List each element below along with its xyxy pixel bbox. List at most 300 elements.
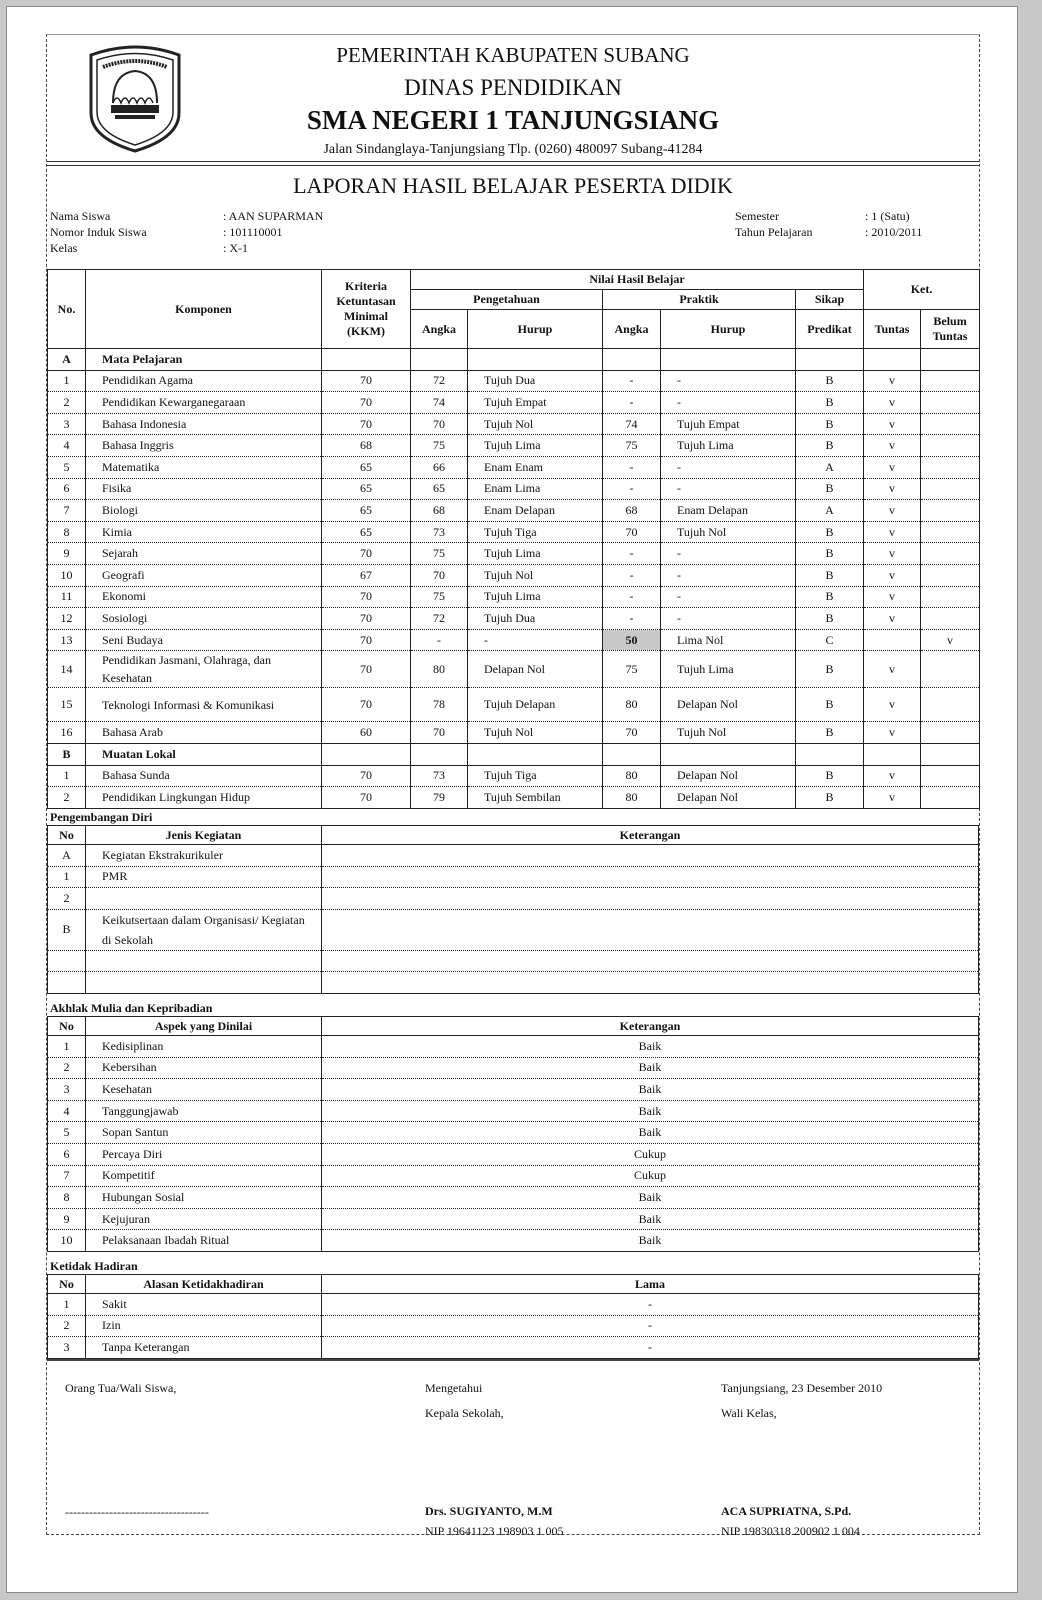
row-no: A xyxy=(48,845,86,867)
empty-cell xyxy=(468,743,603,765)
practice-score: 70 xyxy=(603,521,661,543)
table-row xyxy=(48,456,980,478)
knowledge-score: 74 xyxy=(411,392,468,414)
complete-mark: v xyxy=(864,521,921,543)
knowledge-score: 73 xyxy=(411,765,468,787)
practice-score: - xyxy=(603,392,661,414)
practice-words: - xyxy=(661,586,796,608)
col-lama: Lama xyxy=(322,1275,979,1294)
knowledge-score: 75 xyxy=(411,543,468,565)
item-label: Sakit xyxy=(86,1294,322,1316)
kkm: 70 xyxy=(322,392,411,414)
col-ket: Ket. xyxy=(864,270,980,310)
table-row xyxy=(48,370,980,392)
col-komponen: Komponen xyxy=(86,270,322,349)
incomplete-mark xyxy=(921,456,980,478)
kehadiran-title: Ketidak Hadiran xyxy=(50,1259,138,1273)
kkm: 70 xyxy=(322,608,411,630)
knowledge-score: 78 xyxy=(411,688,468,722)
list-item xyxy=(48,845,979,867)
item-value xyxy=(322,972,979,994)
head-nip: NIP 19641123 198903 1 005 xyxy=(425,1524,564,1538)
item-label: Hubungan Sosial xyxy=(86,1187,322,1209)
subject: Bahasa Inggris xyxy=(86,435,322,457)
col-p-angka: Angka xyxy=(411,310,468,349)
government-name: PEMERINTAH KABUPATEN SUBANG xyxy=(336,43,690,67)
kkm: 70 xyxy=(322,688,411,722)
kkm: 70 xyxy=(322,629,411,651)
practice-words: - xyxy=(661,370,796,392)
practice-score: - xyxy=(603,456,661,478)
col-praktik: Praktik xyxy=(603,290,796,310)
head-name: Drs. SUGIYANTO, M.M xyxy=(425,1504,553,1518)
subject: Biologi xyxy=(86,500,322,522)
col-no: No xyxy=(48,1017,86,1036)
practice-score: 50 xyxy=(603,629,661,651)
incomplete-mark xyxy=(921,370,980,392)
item-label xyxy=(86,950,322,972)
list-item xyxy=(48,1100,979,1122)
col-p-hurup: Hurup xyxy=(468,310,603,349)
incomplete-mark xyxy=(921,435,980,457)
attitude-grade: B xyxy=(796,586,864,608)
subject: Ekonomi xyxy=(86,586,322,608)
practice-score: - xyxy=(603,543,661,565)
table-row xyxy=(48,564,980,586)
practice-score: - xyxy=(603,608,661,630)
col-keterangan: Keterangan xyxy=(322,826,979,845)
item-value: - xyxy=(322,1315,979,1337)
attitude-grade: B xyxy=(796,787,864,809)
table-row xyxy=(48,722,980,744)
knowledge-words: Tujuh Dua xyxy=(468,608,603,630)
list-item xyxy=(48,1187,979,1209)
kkm: 70 xyxy=(322,765,411,787)
practice-score: 75 xyxy=(603,651,661,688)
kkm: 67 xyxy=(322,564,411,586)
item-label: Tanggungjawab xyxy=(86,1100,322,1122)
list-item xyxy=(48,1294,979,1316)
place-date: Tanjungsiang, 23 Desember 2010 xyxy=(721,1381,883,1395)
item-label: Kebersihan xyxy=(86,1057,322,1079)
practice-words: - xyxy=(661,478,796,500)
parent-signature-line: ------------------------------------ xyxy=(65,1505,209,1519)
knowledge-score: 68 xyxy=(411,500,468,522)
table-row xyxy=(48,608,980,630)
col-alasan: Alasan Ketidakhadiran xyxy=(86,1275,322,1294)
header-divider xyxy=(47,161,979,166)
incomplete-mark xyxy=(921,478,980,500)
incomplete-mark xyxy=(921,722,980,744)
complete-mark: v xyxy=(864,478,921,500)
school-name: SMA NEGERI 1 TANJUNGSIANG xyxy=(306,105,720,135)
parent-title: Orang Tua/Wali Siswa, xyxy=(65,1381,177,1395)
kkm: 70 xyxy=(322,543,411,565)
complete-mark: v xyxy=(864,543,921,565)
item-value: Baik xyxy=(322,1230,979,1252)
list-item xyxy=(48,909,979,950)
knowledge-score: 72 xyxy=(411,370,468,392)
attitude-grade: B xyxy=(796,543,864,565)
row-no: 8 xyxy=(48,521,86,543)
item-label: Izin xyxy=(86,1315,322,1337)
attitude-grade: B xyxy=(796,478,864,500)
practice-words: - xyxy=(661,392,796,414)
subject: Bahasa Indonesia xyxy=(86,413,322,435)
incomplete-mark xyxy=(921,651,980,688)
subject: Sosiologi xyxy=(86,608,322,630)
practice-score: 80 xyxy=(603,787,661,809)
teacher-name: ACA SUPRIATNA, S.Pd. xyxy=(721,1504,852,1518)
student-nis: : 101110001 xyxy=(223,225,283,239)
item-label: Sopan Santun xyxy=(86,1122,322,1144)
kkm: 70 xyxy=(322,651,411,688)
practice-score: 74 xyxy=(603,413,661,435)
knowledge-score: 70 xyxy=(411,564,468,586)
item-value: - xyxy=(322,1294,979,1316)
report-title: LAPORAN HASIL BELAJAR PESERTA DIDIK xyxy=(293,173,733,198)
knowledge-score: 70 xyxy=(411,722,468,744)
kkm: 65 xyxy=(322,478,411,500)
item-label: PMR xyxy=(86,866,322,888)
complete-mark: v xyxy=(864,413,921,435)
empty-cell xyxy=(322,743,411,765)
knowledge-words: Tujuh Lima xyxy=(468,435,603,457)
row-no: 2 xyxy=(48,392,86,414)
kkm: 68 xyxy=(322,435,411,457)
attitude-grade: B xyxy=(796,608,864,630)
kkm: 70 xyxy=(322,413,411,435)
section-row xyxy=(48,743,980,765)
practice-score: 68 xyxy=(603,500,661,522)
empty-cell xyxy=(603,349,661,371)
practice-words: Tujuh Nol xyxy=(661,722,796,744)
practice-score: 75 xyxy=(603,435,661,457)
row-no: 3 xyxy=(48,413,86,435)
school-address: Jalan Sindanglaya-Tanjungsiang Tlp. (0260) 480097 Subang-41284 xyxy=(323,142,703,157)
complete-mark: v xyxy=(864,765,921,787)
semester-value: : 1 (Satu) xyxy=(865,209,910,223)
subject: Pendidikan Kewarganegaraan xyxy=(86,392,322,414)
knowledge-words: Tujuh Empat xyxy=(468,392,603,414)
item-value: - xyxy=(322,1337,979,1359)
table-row xyxy=(48,586,980,608)
complete-mark: v xyxy=(864,435,921,457)
knowledge-words: Tujuh Lima xyxy=(468,586,603,608)
practice-score: - xyxy=(603,586,661,608)
incomplete-mark: v xyxy=(921,629,980,651)
empty-cell xyxy=(411,743,468,765)
col-pr-angka: Angka xyxy=(603,310,661,349)
knowledge-score: 72 xyxy=(411,608,468,630)
item-value: Baik xyxy=(322,1036,979,1058)
attitude-grade: A xyxy=(796,500,864,522)
knowledge-score: 79 xyxy=(411,787,468,809)
section-no: A xyxy=(48,349,86,371)
row-no: 2 xyxy=(48,1315,86,1337)
knowledge-words: Enam Enam xyxy=(468,456,603,478)
practice-words: - xyxy=(661,456,796,478)
empty-cell xyxy=(603,743,661,765)
teacher-nip: NIP 19830318 200902 1 004 xyxy=(721,1524,860,1538)
kkm: 65 xyxy=(322,500,411,522)
student-name: : AAN SUPARMAN xyxy=(223,209,324,223)
table-row xyxy=(48,521,980,543)
knowledge-words: - xyxy=(468,629,603,651)
empty-cell xyxy=(921,743,980,765)
row-no: 5 xyxy=(48,456,86,478)
empty-cell xyxy=(921,349,980,371)
knowledge-score: 75 xyxy=(411,435,468,457)
attitude-grade: B xyxy=(796,370,864,392)
subject: Geografi xyxy=(86,564,322,586)
col-keterangan: Keterangan xyxy=(322,1017,979,1036)
subject: Teknologi Informasi & Komunikasi xyxy=(86,688,322,722)
incomplete-mark xyxy=(921,543,980,565)
row-no: 5 xyxy=(48,1122,86,1144)
knowledge-score: - xyxy=(411,629,468,651)
row-no: 7 xyxy=(48,500,86,522)
list-item xyxy=(48,1122,979,1144)
practice-words: Delapan Nol xyxy=(661,787,796,809)
attitude-grade: B xyxy=(796,651,864,688)
row-no: 16 xyxy=(48,722,86,744)
empty-cell xyxy=(661,349,796,371)
practice-words: - xyxy=(661,608,796,630)
row-no: 13 xyxy=(48,629,86,651)
col-pr-hurup: Hurup xyxy=(661,310,796,349)
row-no: 10 xyxy=(48,564,86,586)
practice-score: 80 xyxy=(603,765,661,787)
subject: Pendidikan Lingkungan Hidup xyxy=(86,787,322,809)
practice-score: 80 xyxy=(603,688,661,722)
row-no: 7 xyxy=(48,1165,86,1187)
row-no: 9 xyxy=(48,543,86,565)
col-belum-tuntas: Belum Tuntas xyxy=(921,310,980,349)
empty-cell xyxy=(864,743,921,765)
list-item xyxy=(48,1337,979,1359)
attitude-grade: B xyxy=(796,564,864,586)
list-item xyxy=(48,1079,979,1101)
kehadiran-table xyxy=(47,1274,979,1359)
knowledge-score: 80 xyxy=(411,651,468,688)
subject: Bahasa Arab xyxy=(86,722,322,744)
item-label: Pelaksanaan Ibadah Ritual xyxy=(86,1230,322,1252)
practice-words: - xyxy=(661,564,796,586)
list-item xyxy=(48,972,979,994)
item-label: Kesehatan xyxy=(86,1079,322,1101)
knowledge-words: Tujuh Tiga xyxy=(468,521,603,543)
list-item xyxy=(48,888,979,910)
item-value: Baik xyxy=(322,1079,979,1101)
kkm: 70 xyxy=(322,586,411,608)
item-value xyxy=(322,866,979,888)
attitude-grade: B xyxy=(796,435,864,457)
list-item xyxy=(48,950,979,972)
empty-cell xyxy=(796,743,864,765)
attitude-grade: B xyxy=(796,722,864,744)
list-item xyxy=(48,1036,979,1058)
item-label: Kedisiplinan xyxy=(86,1036,322,1058)
subject: Pendidikan Agama xyxy=(86,370,322,392)
knowledge-words: Tujuh Tiga xyxy=(468,765,603,787)
complete-mark: v xyxy=(864,392,921,414)
table-row xyxy=(48,629,980,651)
signature-divider xyxy=(47,1359,979,1361)
pengembangan-table xyxy=(47,825,979,994)
subject: Matematika xyxy=(86,456,322,478)
practice-score: - xyxy=(603,478,661,500)
list-item xyxy=(48,1208,979,1230)
year-label: Tahun Pelajaran xyxy=(735,225,813,239)
row-no: 1 xyxy=(48,866,86,888)
attitude-grade: B xyxy=(796,413,864,435)
col-nilai: Nilai Hasil Belajar xyxy=(411,270,864,290)
knowledge-words: Tujuh Nol xyxy=(468,413,603,435)
item-label: Kompetitif xyxy=(86,1165,322,1187)
col-sikap: Sikap xyxy=(796,290,864,310)
student-values xyxy=(223,208,323,256)
row-no: 1 xyxy=(48,1294,86,1316)
knowledge-words: Tujuh Nol xyxy=(468,564,603,586)
knowledge-score: 66 xyxy=(411,456,468,478)
knowledge-words: Delapan Nol xyxy=(468,651,603,688)
item-value xyxy=(322,950,979,972)
kkm: 65 xyxy=(322,456,411,478)
section-row xyxy=(48,349,980,371)
col-jenis: Jenis Kegiatan xyxy=(86,826,322,845)
complete-mark: v xyxy=(864,787,921,809)
table-row xyxy=(48,478,980,500)
table-row xyxy=(48,688,980,722)
list-item xyxy=(48,1165,979,1187)
section-label: Mata Pelajaran xyxy=(86,349,322,371)
item-value xyxy=(322,888,979,910)
attitude-grade: B xyxy=(796,521,864,543)
table-row xyxy=(48,392,980,414)
empty-cell xyxy=(661,743,796,765)
item-value: Cukup xyxy=(322,1143,979,1165)
knowledge-words: Enam Delapan xyxy=(468,500,603,522)
practice-words: Tujuh Nol xyxy=(661,521,796,543)
row-no: 2 xyxy=(48,1057,86,1079)
row-no xyxy=(48,972,86,994)
item-value: Baik xyxy=(322,1187,979,1209)
item-label: Kejujuran xyxy=(86,1208,322,1230)
practice-score: - xyxy=(603,370,661,392)
item-value xyxy=(322,845,979,867)
attitude-grade: B xyxy=(796,765,864,787)
name-label: Nama Siswa xyxy=(50,209,111,223)
kkm: 70 xyxy=(322,370,411,392)
list-item xyxy=(48,1230,979,1252)
col-pengetahuan: Pengetahuan xyxy=(411,290,603,310)
row-no: 2 xyxy=(48,888,86,910)
complete-mark: v xyxy=(864,608,921,630)
attitude-grade: B xyxy=(796,688,864,722)
student-class: : X-1 xyxy=(223,241,248,255)
attitude-grade: C xyxy=(796,629,864,651)
department-name: DINAS PENDIDIKAN xyxy=(404,75,622,100)
akhlak-table xyxy=(47,1016,979,1252)
incomplete-mark xyxy=(921,413,980,435)
attitude-grade: A xyxy=(796,456,864,478)
complete-mark: v xyxy=(864,651,921,688)
empty-cell xyxy=(468,349,603,371)
practice-words: Tujuh Lima xyxy=(661,651,796,688)
table-row xyxy=(48,543,980,565)
practice-score: - xyxy=(603,564,661,586)
table-row xyxy=(48,500,980,522)
incomplete-mark xyxy=(921,688,980,722)
complete-mark: v xyxy=(864,564,921,586)
knowledge-words: Tujuh Lima xyxy=(468,543,603,565)
practice-words: Lima Nol xyxy=(661,629,796,651)
known-label: Mengetahui xyxy=(425,1381,483,1395)
knowledge-score: 73 xyxy=(411,521,468,543)
knowledge-words: Enam Lima xyxy=(468,478,603,500)
knowledge-score: 65 xyxy=(411,478,468,500)
row-no: B xyxy=(48,909,86,950)
incomplete-mark xyxy=(921,500,980,522)
row-no xyxy=(48,950,86,972)
print-page xyxy=(6,6,1018,1593)
row-no: 8 xyxy=(48,1187,86,1209)
item-value: Baik xyxy=(322,1122,979,1144)
teacher-title: Wali Kelas, xyxy=(721,1406,777,1420)
row-no: 6 xyxy=(48,1143,86,1165)
nis-label: Nomor Induk Siswa xyxy=(50,225,147,239)
kkm: 65 xyxy=(322,521,411,543)
list-item xyxy=(48,1315,979,1337)
item-value: Baik xyxy=(322,1057,979,1079)
col-kkm: Kriteria Ketuntasan Minimal (KKM) xyxy=(322,270,411,349)
incomplete-mark xyxy=(921,392,980,414)
row-no: 1 xyxy=(48,370,86,392)
table-row xyxy=(48,787,980,809)
complete-mark xyxy=(864,629,921,651)
pengembangan-title: Pengembangan Diri xyxy=(50,810,153,824)
class-label: Kelas xyxy=(50,241,78,255)
semester-label: Semester xyxy=(735,209,779,223)
list-item xyxy=(48,866,979,888)
row-no: 4 xyxy=(48,435,86,457)
row-no: 12 xyxy=(48,608,86,630)
row-no: 15 xyxy=(48,688,86,722)
knowledge-words: Tujuh Sembilan xyxy=(468,787,603,809)
item-label: Tanpa Keterangan xyxy=(86,1337,322,1359)
list-item xyxy=(48,1143,979,1165)
row-no: 1 xyxy=(48,1036,86,1058)
practice-score: 70 xyxy=(603,722,661,744)
complete-mark: v xyxy=(864,370,921,392)
period-labels xyxy=(735,208,812,240)
complete-mark: v xyxy=(864,688,921,722)
row-no: 14 xyxy=(48,651,86,688)
incomplete-mark xyxy=(921,765,980,787)
row-no: 3 xyxy=(48,1337,86,1359)
item-label: Percaya Diri xyxy=(86,1143,322,1165)
row-no: 10 xyxy=(48,1230,86,1252)
knowledge-words: Tujuh Delapan xyxy=(468,688,603,722)
report-sheet xyxy=(46,34,980,1538)
knowledge-words: Tujuh Dua xyxy=(468,370,603,392)
table-row xyxy=(48,435,980,457)
subject: Kimia xyxy=(86,521,322,543)
incomplete-mark xyxy=(921,564,980,586)
col-tuntas: Tuntas xyxy=(864,310,921,349)
col-no: No xyxy=(48,1275,86,1294)
